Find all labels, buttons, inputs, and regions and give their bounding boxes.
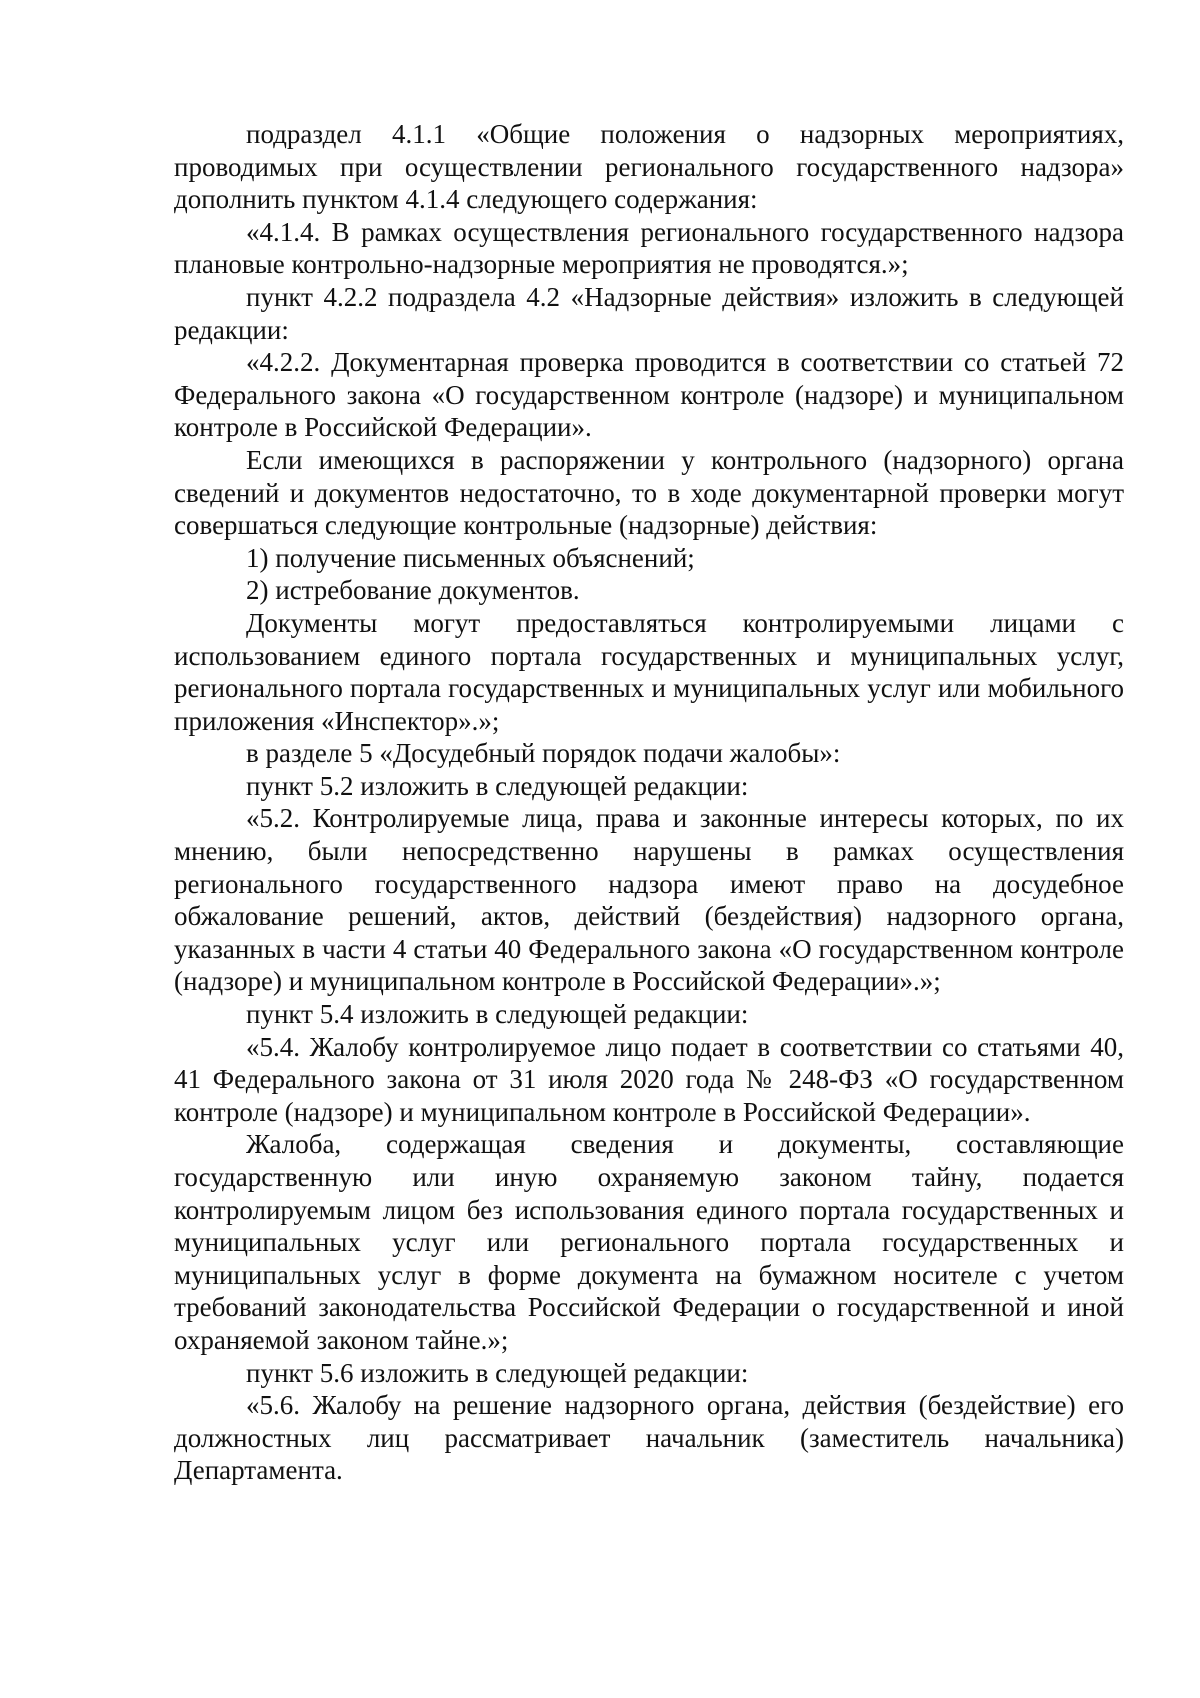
list-item-1: 1) получение письменных объяснений;	[246, 542, 695, 573]
paragraph-clause-4-2-2: «4.2.2. Документарная проверка проводится в соответствии со статьей 72 Федерального закона «О государственном контроле (надзоре) и муниципальном контроле в Российской Федерации».	[174, 347, 1124, 443]
paragraph-point-5-4-intro: пункт 5.4 изложить в следующей редакции:	[246, 999, 749, 1030]
paragraph-clause-5-6: «5.6. Жалобу на решение надзорного органа, действия (бездействие) его должностных лиц рассматривает начальник (заместитель начальника) Департамента.	[174, 1390, 1124, 1486]
paragraph-clause-5-4: «5.4. Жалобу контролируемое лицо подает в соответствии со статьями 40, 41 Федерального закона от 31 июля 2020 года № 248-ФЗ «О государственном контроле (надзоре) и муниципальном контроле в Российской Федерации».	[174, 1031, 1124, 1127]
list-item-2: 2) истребование документов.	[246, 575, 580, 606]
paragraph-subsection-4-1-1: подраздел 4.1.1 «Общие положения о надзорных мероприятиях, проводимых при осуществлении регионального государственного надзора» дополнить пунктом 4.1.4 следующего содержания:	[174, 119, 1124, 215]
paragraph-complaint-secret: Жалоба, содержащая сведения и документы, составляющие государственную или иную охраняемую законом тайну, подается контролируемым лицом без использования единого портала государственных и муниципальных услуг или регионального портала государственных и муниципальных услуг в форме документа на бумажном носителе с учетом требований законодательства Российской Федерации о государственной и иной охраняемой законом тайне.»;	[174, 1129, 1124, 1355]
paragraph-point-5-2-intro: пункт 5.2 изложить в следующей редакции:	[246, 770, 749, 801]
document-body	[174, 118, 1124, 1487]
paragraph-clause-5-2: «5.2. Контролируемые лица, права и законные интересы которых, по их мнению, были непосредственно нарушены в рамках осуществления регионального государственного надзора имеют право на досудебное обжалование решений, актов, действий (бездействия) надзорного органа, указанных в части 4 статьи 40 Федерального закона «О государственном контроле (надзоре) и муниципальном контроле в Российской Федерации».»;	[174, 803, 1124, 997]
paragraph-point-5-6-intro: пункт 5.6 изложить в следующей редакции:	[246, 1357, 749, 1388]
paragraph-documents-portal: Документы могут предоставляться контролируемыми лицами с использованием единого портала государственных и муниципальных услуг, регионального портала государственных и муниципальных услуг или мобильного приложения «Инспектор».»;	[174, 607, 1124, 736]
paragraph-section-5: в разделе 5 «Досудебный порядок подачи жалобы»:	[246, 738, 841, 769]
paragraph-insufficient-info: Если имеющихся в распоряжении у контрольного (надзорного) органа сведений и документов недостаточно, то в ходе документарной проверки могут совершаться следующие контрольные (надзорные) действия:	[174, 444, 1124, 541]
paragraph-clause-4-1-4: «4.1.4. В рамках осуществления регионального государственного надзора плановые контрольно-надзорные мероприятия не проводятся.»;	[174, 216, 1124, 280]
paragraph-point-4-2-2-intro: пункт 4.2.2 подраздела 4.2 «Надзорные действия» изложить в следующей редакции:	[174, 281, 1124, 345]
